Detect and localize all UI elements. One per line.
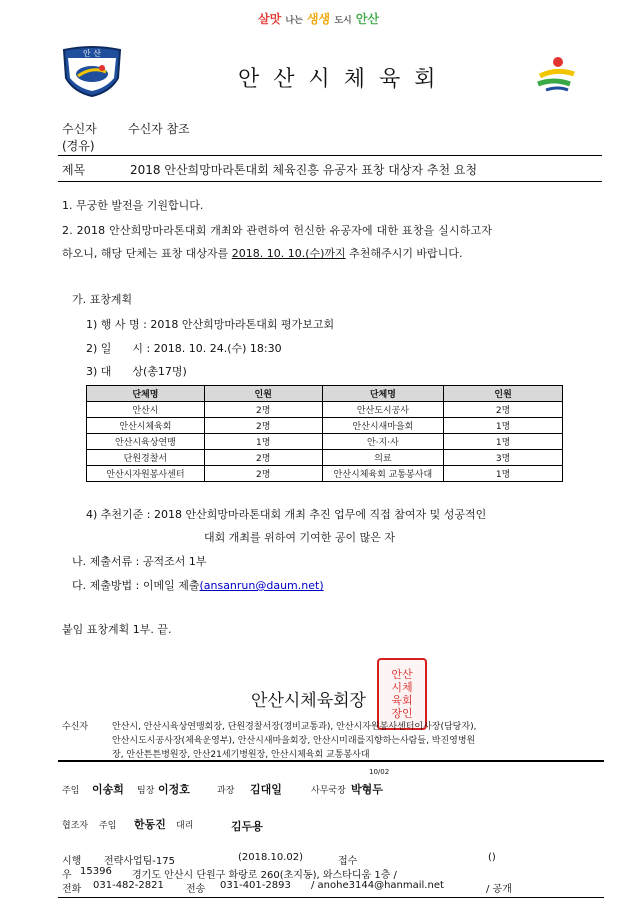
approval-signature: 이송희 xyxy=(92,783,124,796)
table-cell: 2명 xyxy=(204,418,322,434)
divider xyxy=(58,897,604,898)
table-cell: 2명 xyxy=(204,466,322,482)
plan-item-event: 1) 행 사 명 : 2018 안산희망마라톤대회 평가보고회 xyxy=(86,318,335,331)
recipients-label: 수신자 xyxy=(62,722,89,732)
table-cell: 안산시체육회 xyxy=(87,418,205,434)
approval-signature: 박형두 xyxy=(351,783,383,796)
slogan-part2: 나는 xyxy=(285,16,303,26)
logo-text: 안 산 xyxy=(83,49,101,58)
body-paragraph-1: 1. 무궁한 발전을 기원합니다. xyxy=(62,199,204,212)
submit-method-text: 다. 제출방법 : 이메일 제출 xyxy=(72,579,200,592)
address: 경기도 안산시 단원구 화랑로 260(초지동), 와스타디움 1층 / xyxy=(132,870,397,881)
table-row xyxy=(87,418,563,434)
approval-role: 팀장 xyxy=(137,786,155,796)
slogan xyxy=(258,10,379,27)
table-header-cell: 인원 xyxy=(204,386,322,402)
seal-text: 안산 xyxy=(391,668,413,681)
plan-header: 가. 표창계획 xyxy=(72,293,133,306)
submit-method xyxy=(72,577,324,593)
body-paragraph-2a: 2. 2018 안산희망마라톤대회 개최와 관련하여 헌신한 유공자에 대한 표창을 실시하고자 xyxy=(62,224,493,237)
enforce-date: (2018.10.02) xyxy=(238,852,304,863)
table-header-cell: 인원 xyxy=(444,386,563,402)
approval-signature: 김대일 xyxy=(250,783,282,796)
slogan-part3: 생생 xyxy=(306,12,331,26)
seal-text: 육회 xyxy=(391,694,413,707)
phone-label: 전화 xyxy=(62,884,82,895)
table-cell: 1명 xyxy=(444,466,563,482)
fax-number: 031-401-2893 xyxy=(220,880,291,891)
postal-label: 우 xyxy=(62,870,72,881)
plan-item-criteria-2: 대회 개최를 위하여 기여한 공이 많은 자 xyxy=(204,531,395,544)
table-cell: 의료 xyxy=(322,450,444,466)
recipient-label: 수신자 xyxy=(62,122,97,136)
approval-role: 과장 xyxy=(217,786,235,796)
table-cell: 안산시새마을회 xyxy=(322,418,444,434)
approval-signature: 한동진 xyxy=(134,818,166,831)
award-table xyxy=(86,385,563,482)
table-cell: 1명 xyxy=(444,434,563,450)
approval-signature: 김두용 xyxy=(231,820,263,833)
table-cell: 2명 xyxy=(204,450,322,466)
receive-value: () xyxy=(488,852,496,863)
table-cell: 안·지·사 xyxy=(322,434,444,450)
recipient-value: 수신자 참조 xyxy=(128,122,190,136)
slogan-part1: 살맛 xyxy=(258,12,282,26)
subject-value: 2018 안산희망마라톤대회 체육진흥 유공자 표창 대상자 추천 요청 xyxy=(130,163,478,177)
disclosure-status: / 공개 xyxy=(486,884,512,895)
approval-date: 10/02 xyxy=(369,768,390,776)
via-label: (경유) xyxy=(62,139,95,153)
slogan-part5: 안산 xyxy=(355,12,380,26)
deadline-date: 2018. 10. 10.(수)까지 xyxy=(231,247,346,260)
seal-text: 시체 xyxy=(391,681,413,694)
table-header-row xyxy=(87,386,563,402)
slogan-part4: 도시 xyxy=(334,16,352,26)
body-paragraph-2b xyxy=(62,245,462,261)
approval-role: 대리 xyxy=(176,821,194,831)
plan-item-target: 3) 대 상(총17명) xyxy=(86,365,187,378)
table-row xyxy=(87,450,563,466)
plan-item-criteria-1: 4) 추천기준 : 2018 안산희망마라톤대회 개최 추진 업무에 직접 참여자 및 성공적인 xyxy=(86,508,487,521)
shield-logo-icon xyxy=(60,44,124,98)
table-header-cell: 단체명 xyxy=(87,386,205,402)
table-cell: 1명 xyxy=(204,434,322,450)
phone-number: 031-482-2821 xyxy=(93,880,164,891)
table-cell: 안산시체육회 교통봉사대 xyxy=(322,466,444,482)
contact-email[interactable]: / anohe3144@hanmail.net xyxy=(311,880,444,891)
table-row xyxy=(87,466,563,482)
table-cell: 2명 xyxy=(204,402,322,418)
submit-docs: 나. 제출서류 : 공적조서 1부 xyxy=(72,555,207,568)
receive-label: 접수 xyxy=(338,856,358,867)
subject-label: 제목 xyxy=(62,163,86,177)
table-row xyxy=(87,402,563,418)
fax-label: 전송 xyxy=(186,884,206,895)
enforce-label: 시행 xyxy=(62,856,82,867)
approval-role: 협조자 xyxy=(62,821,89,831)
table-header-cell: 단체명 xyxy=(322,386,444,402)
attachment-note: 붙임 표창계획 1부. 끝. xyxy=(62,623,172,636)
seal-text: 장인 xyxy=(391,707,413,720)
submit-email-link[interactable]: (ansanrun@daum.net) xyxy=(199,579,324,592)
approval-role: 사무국장 xyxy=(311,786,346,796)
table-cell: 2명 xyxy=(444,402,563,418)
table-cell: 단원경찰서 xyxy=(87,450,205,466)
body-text: 하오니, 해당 단체는 표창 대상자를 xyxy=(62,247,232,260)
table-cell: 3명 xyxy=(444,450,563,466)
postal-code: 15396 xyxy=(80,866,112,877)
divider xyxy=(58,181,602,182)
city-logo-icon xyxy=(536,50,578,92)
document-title: 안산시체육회 xyxy=(238,67,450,92)
table-cell: 1명 xyxy=(444,418,563,434)
table-row xyxy=(87,434,563,450)
issuer-name: 안산시체육회장 xyxy=(251,691,366,711)
divider xyxy=(58,155,602,156)
approval-role: 주임 xyxy=(62,786,80,796)
table-cell: 안산시 xyxy=(87,402,205,418)
table-cell: 안산도시공사 xyxy=(322,402,444,418)
plan-item-datetime: 2) 일 시 : 2018. 10. 24.(수) 18:30 xyxy=(86,342,282,355)
enforce-value: 전략사업팀-175 xyxy=(104,856,175,867)
approval-signature: 이정호 xyxy=(158,783,190,796)
table-cell: 안산시육상연맹 xyxy=(87,434,205,450)
approval-role: 주임 xyxy=(99,821,117,831)
recipients-line: 안산시, 안산시육상연맹회장, 단원경찰서장(경비교통과), 안산시자원봉사센터이사장(담당자), xyxy=(112,722,477,732)
recipients-line: 장, 안산튼튼병원장, 안산21세기병원장, 안산시체육회 교통봉사대 xyxy=(112,750,370,760)
recipients-line: 안산시도시공사장(체육운영부), 안산시새마을회장, 안산시미래를지향하는사람들, 박진영병원 xyxy=(112,736,476,746)
divider xyxy=(58,760,604,762)
table-cell: 안산시자원봉사센터 xyxy=(87,466,205,482)
body-text: 추천해주시기 바랍니다. xyxy=(345,247,463,260)
